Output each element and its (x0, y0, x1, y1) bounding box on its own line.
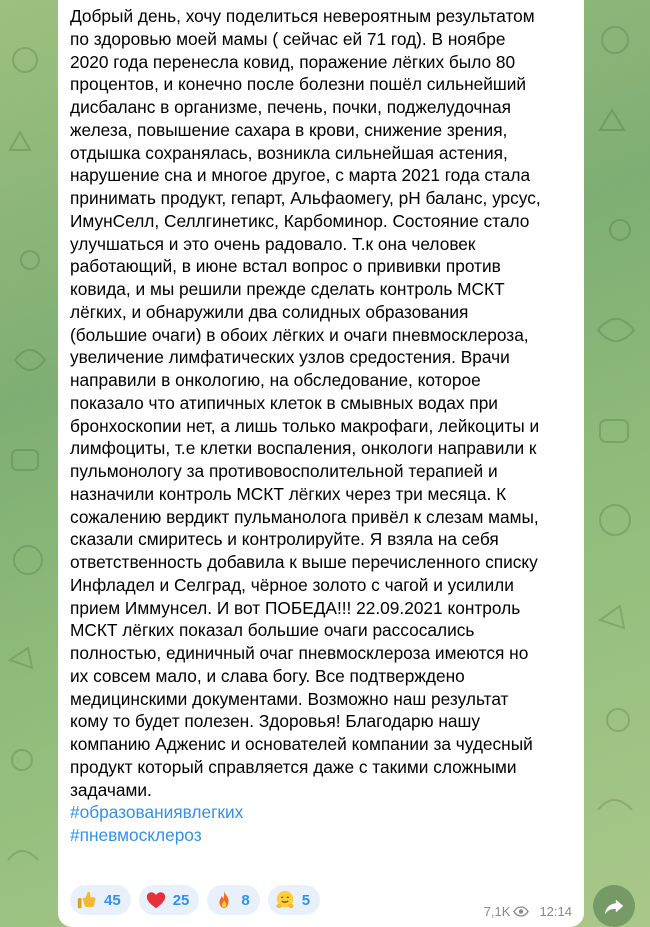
message-line: продукт который справляется даже с такими сложными (70, 756, 517, 777)
message-meta (484, 904, 572, 919)
message-text (70, 5, 572, 801)
reaction-count: 25 (172, 891, 190, 909)
reaction-count: 5 (301, 891, 311, 909)
message-line: прием Иммунсел. И вот ПОБЕДА!!! 22.09.2021 контроль (70, 597, 521, 618)
reaction-fire[interactable] (207, 885, 259, 915)
message-line: ИмунСелл, Селлгинетикс, Карбоминор. Состояние стало (70, 210, 530, 231)
message-bubble (58, 0, 584, 927)
message-line: ковида, и мы решили прежде сделать контроль МСКТ (70, 279, 505, 299)
message-line: 2020 года перенесла ковид, поражение лёгких было 80 (70, 51, 516, 72)
message-line: железа, повышение сахара в крови, снижение зрения, (70, 119, 508, 140)
message-line: МСКТ лёгких показал большие очаги рассосались (70, 620, 475, 641)
message-line: по здоровью моей мамы ( сейчас ей 71 год). В ноябре (70, 28, 506, 49)
message-line: Добрый день, хочу поделиться невероятным результатом (70, 6, 535, 26)
thumbs-up-icon (76, 889, 98, 911)
message-line: полностью, единичный очаг пневмосклероза имеются но (70, 643, 529, 663)
reaction-count: 8 (241, 891, 250, 909)
reaction-heart[interactable] (139, 885, 200, 915)
message-time: 12:14 (539, 904, 572, 919)
heart-icon (145, 889, 167, 911)
message-line: задачами. (70, 779, 152, 800)
message-line: лимфоциты, т.е клетки воспаления, онкологи направили к (70, 438, 537, 459)
message-line: кому то будет полезен. Здоровья! Благодарю нашу (70, 711, 481, 732)
message-line: нарушение сна и многое другое, с марта 2021 года стала (70, 165, 531, 186)
message-line: компанию Адженис и основателей компании за чудесный (70, 734, 533, 754)
fire-icon (213, 889, 235, 911)
view-count: 7,1K (483, 904, 511, 919)
reaction-count: 45 (104, 891, 121, 909)
message-line: работающий, в июне встал вопрос о прививки против (70, 256, 501, 277)
hashtag-link[interactable]: #пневмосклероз (70, 825, 202, 845)
message-line: назначили контроль МСКТ лёгких через три месяца. К (70, 483, 507, 504)
message-line: Инфладел и Селград, чёрное золото с чагой и усилили (70, 574, 514, 595)
message-line: сказали смиритесь и контролируйте. Я взяла на себя (70, 529, 499, 550)
message-line: процентов, и конечно после болезни пошёл сильнейший (70, 74, 527, 95)
hashtag-link[interactable]: #образованиявлегких (70, 802, 244, 823)
reactions-bar (70, 885, 320, 915)
message-line: медицинскими документами. Возможно наш результат (70, 688, 509, 709)
message-line: показало что атипичных клеток в смывных водах при (70, 392, 498, 413)
message-line: сожалению вердикт пульманолога привёл к слезам мамы, (70, 506, 539, 527)
share-arrow-icon (603, 895, 625, 917)
message-line: пульмонологу за противовосполительной терапией и (70, 461, 498, 481)
eye-icon (513, 906, 529, 917)
message-line: дисбаланс в организме, печень, почки, поджелудочная (70, 97, 511, 117)
message-line: направили в онкологию, на обследование, которое (70, 370, 481, 390)
message-line: бронхоскопии нет, а лишь только макрофаги, лейкоциты и (70, 415, 540, 436)
message-line: улучшаться и это очень радовало. Т.к она человек (70, 233, 476, 254)
message-line: их совсем мало, и слава богу. Все подтверждено (70, 665, 465, 686)
reaction-thumbs-up[interactable] (70, 885, 131, 915)
share-button[interactable] (593, 885, 635, 927)
message-line: (большие очаги) в обоих лёгких и очаги пневмосклероза, (70, 324, 529, 345)
message-line: отдышка сохранялась, возникла сильнейшая астения, (70, 142, 508, 163)
message-line: ответственность добавила к выше перечисленного списку (70, 552, 538, 572)
hugging-face-icon (274, 889, 296, 911)
message-line: увеличение лимфатических узлов средостения. Врачи (70, 347, 510, 368)
message-line: лёгких, и обнаружили два солидных образования (70, 301, 469, 322)
message-line: принимать продукт, гепарт, Альфаомегу, pH баланс, урсус, (70, 188, 541, 208)
reaction-hugging-face[interactable] (268, 885, 320, 915)
